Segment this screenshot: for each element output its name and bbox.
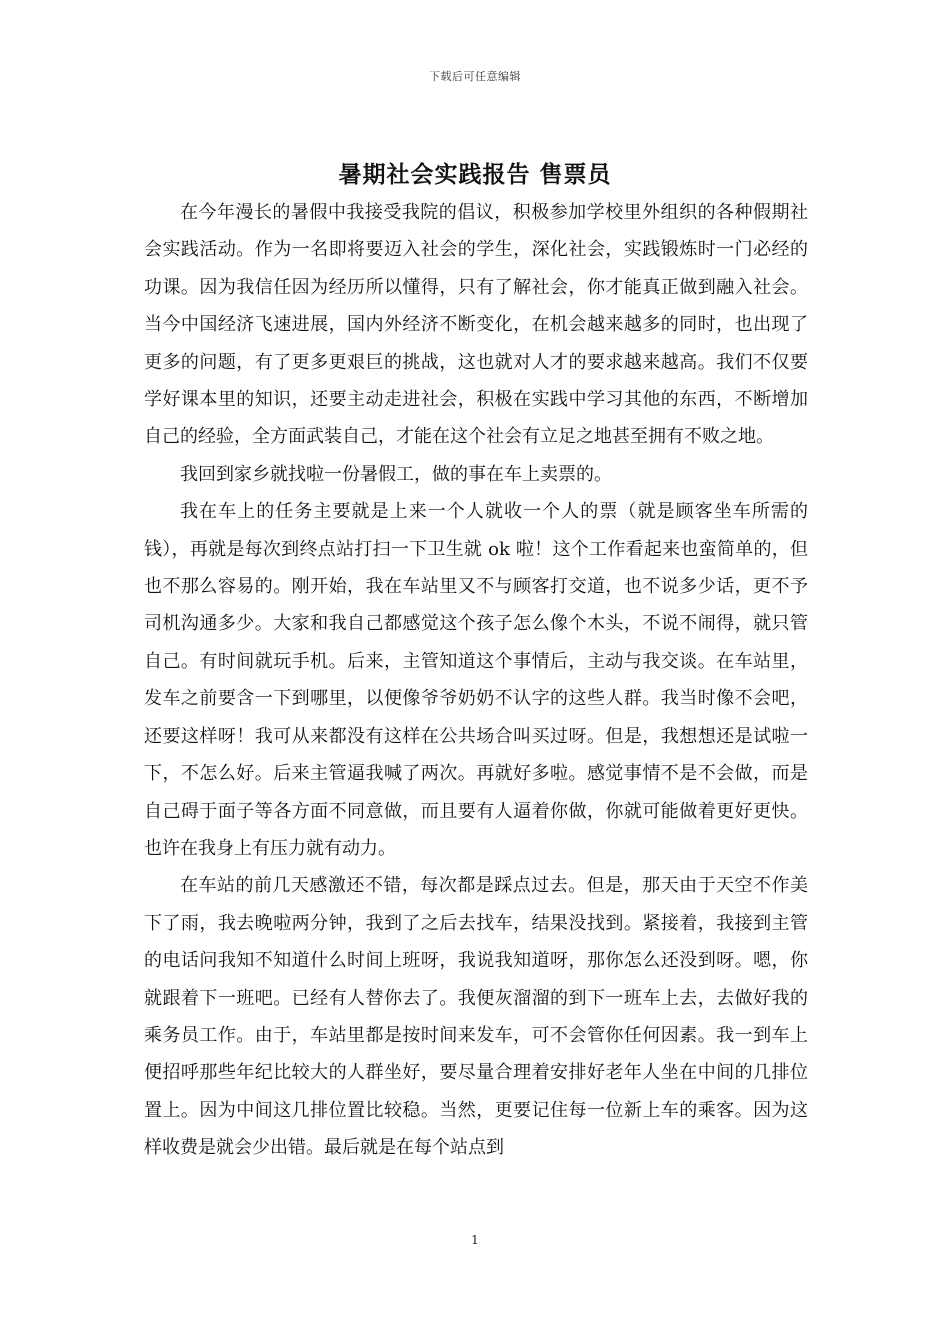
header-note: 下载后可任意编辑 [429, 70, 521, 83]
paragraph-1: 在今年漫长的暑假中我接受我院的倡议，积极参加学校里外组织的各种假期社会实践活动。作为一名即将要迈入社会的学生，深化社会，实践锻炼时一门必经的功课。因为我信任因为经历所以懂得，只有了解社会，你才能真正做到融入社会。当今中国经济飞速进展，国内外经济不断变化，在机会越来越多的同时，也出现了更多的问题，有了更多更艰巨的挑战，这也就对人才的要求越来越高。我们不仅要学好课本里的知识，还要主动走进社会，积极在实践中学习其他的东西，不断增加自己的经验，全方面武装自己，才能在这个社会有立足之地甚至拥有不败之地。 [144, 202, 808, 448]
paragraph-3: 我在车上的任务主要就是上来一个人就收一个人的票（就是顾客坐车所需的钱），再就是每次到终点站打扫一下卫生就 ok 啦！这个工作看起来也蛮简单的，但也不那么容易的。刚开始，我在车站里又不与顾客打交道，也不说多少话，更不予司机沟通多少。大家和我自己都感觉这个孩子怎么像个木头，不说不闹得，就只管自己。有时间就玩手机。后来，主管知道这个事情后，主动与我交谈。在车站里，发车之前要含一下到哪里，以便像爷爷奶奶不认字的这些人群。我当时像不会吧，还要这样呀！我可从来都没有这样在公共场合叫买过呀。但是，我想想还是试啦一下，不怎么好。后来主管逼我喊了两次。再就好多啦。感觉事情不是不会做，而是自己碍于面子等各方面不同意做，而且要有人逼着你做，你就可能做着更好更快。也许在我身上有压力就有动力。 [144, 501, 808, 859]
document-title: 暑期社会实践报告 售票员 [338, 161, 612, 188]
paragraph-4: 在车站的前几天感激还不错，每次都是踩点过去。但是，那天由于天空不作美下了雨，我去晚啦两分钟，我到了之后去找车，结果没找到。紧接着，我接到主管的电话问我知不知道什么时间上班呀，我说我知道呀，那你怎么还没到呀。嗯，你就跟着下一班吧。已经有人替你去了。我便灰溜溜的到下一班车上去，去做好我的乘务员工作。由于，车站里都是按时间来发车，可不会管你任何因素。我一到车上便招呼那些年纪比较大的人群坐好，要尽量合理着安排好老年人坐在中间的几排位置上。因为中间这几排位置比较稳。当然，更要记住每一位新上车的乘客。因为这样收费是就会少出错。最后就是在每个站点到 [144, 875, 808, 1159]
paragraph-2: 我回到家乡就找啦一份暑假工，做的事在车上卖票的。 [180, 463, 612, 485]
document-body [144, 194, 808, 1167]
page-number: 1 [471, 1233, 479, 1247]
